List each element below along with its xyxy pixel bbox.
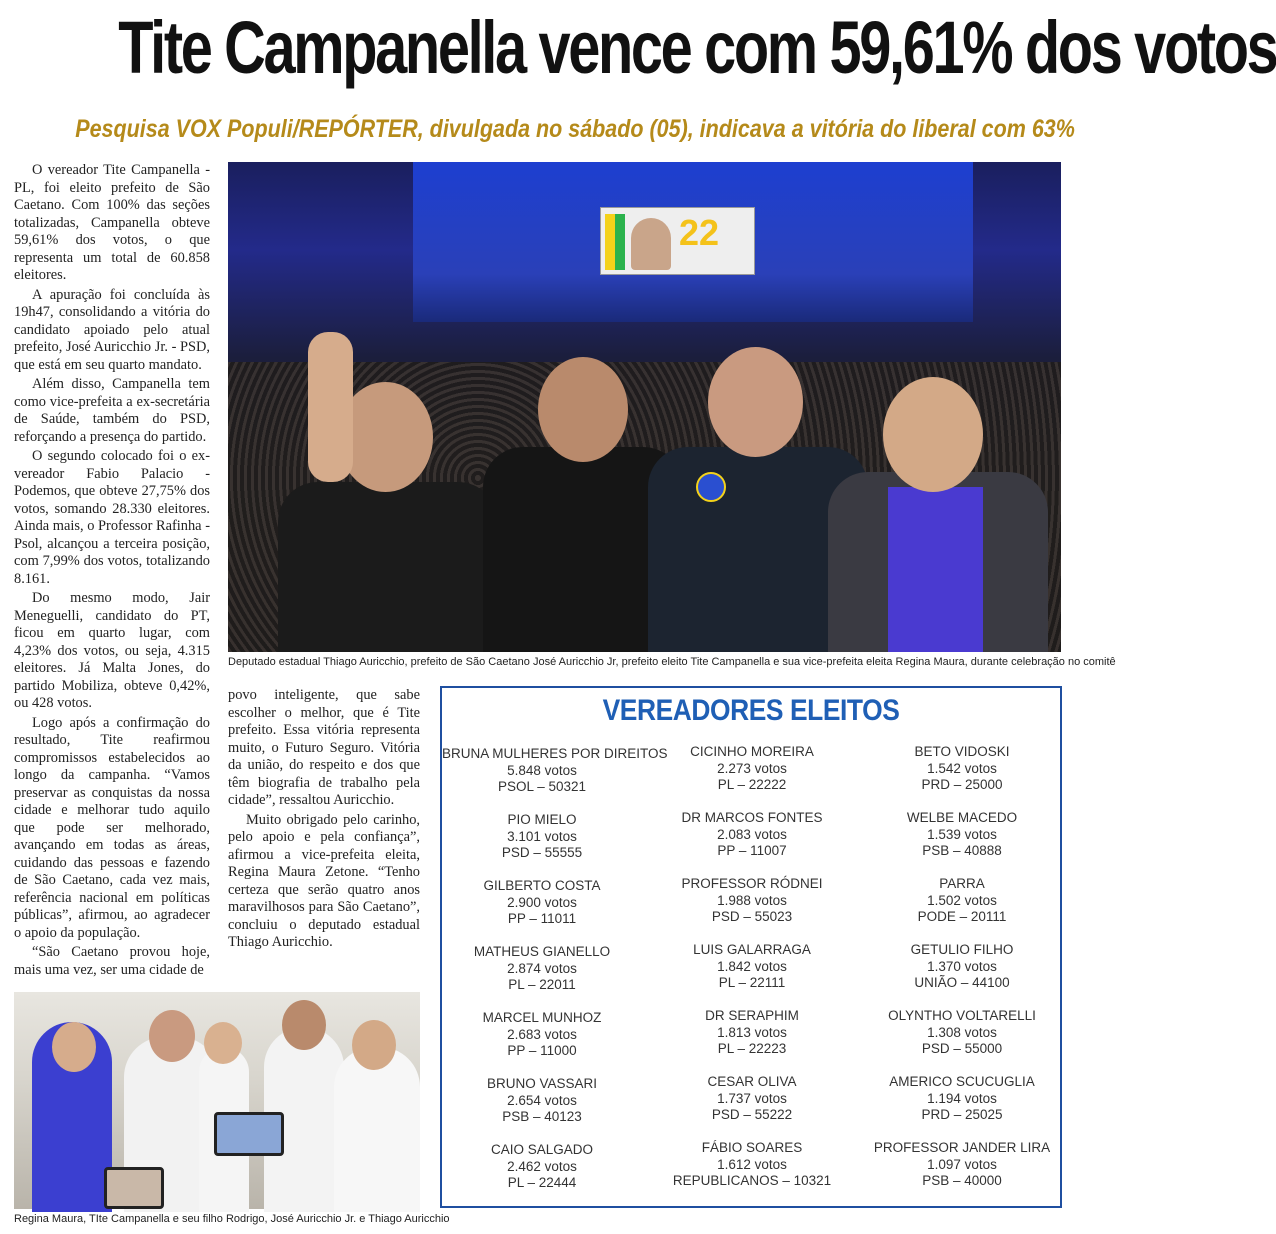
article-paragraph: A apuração foi concluída às 19h47, consolidando a vitória do candidato apoiado pelo atual prefeito, José Auricchio Jr. - PSD, que está em seu quarto mandato.: [14, 286, 210, 373]
council-entry: DR MARCOS FONTES 2.083 votos PP – 11007: [681, 810, 823, 858]
poster-number: 22: [679, 212, 720, 253]
secondary-photo: [14, 992, 420, 1209]
article-column-left: [14, 162, 210, 982]
article-column-middle: [228, 687, 420, 987]
headline: Tite Campanella vence com 59,61% dos votos: [118, 6, 1276, 89]
council-entry: PARRA 1.502 votos PODE – 20111: [917, 876, 1007, 924]
article-paragraph: Do mesmo modo, Jair Meneguelli, candidato do PT, ficou em quarto lugar, com 4,23% dos votos, ou seja, 4.315 eleitores. Já Malta Jones, do partido Mobiliza, obteve 0,42%, ou 428 votos.: [14, 590, 210, 711]
council-entry: CESAR OLIVA 1.737 votos PSD – 55222: [707, 1074, 797, 1122]
council-entry: OLYNTHO VOLTARELLI 1.308 votos PSD – 55000: [888, 1008, 1036, 1056]
main-photo-caption: Deputado estadual Thiago Auricchio, prefeito de São Caetano José Auricchio Jr, prefeito eleito Tite Campanella e sua vice-prefeita eleita Regina Maura, durante celebração no comitê: [228, 656, 1116, 668]
council-entry: FÁBIO SOARES 1.612 votos REPUBLICANOS – 10321: [672, 1140, 832, 1188]
council-entry: BRUNO VASSARI 2.654 votos PSB – 40123: [486, 1076, 598, 1124]
subheadline: Pesquisa VOX Populi/REPÓRTER, divulgada no sábado (05), indicava a vitória do liberal com 63%: [75, 115, 1075, 143]
council-entry: AMERICO SCUCUGLIA 1.194 votos PRD – 25025: [889, 1074, 1035, 1122]
person-thiago: [268, 372, 498, 652]
council-entry: PROFESSOR RÓDNEI 1.988 votos PSD – 55023: [681, 876, 823, 924]
council-entry: PIO MIELO 3.101 votos PSD – 55555: [501, 812, 583, 860]
article-paragraph: O vereador Tite Campanella - PL, foi eleito prefeito de São Caetano. Com 100% das seções totalizadas, Campanella obteve 59,61% dos votos, o que representa um total de 60.858 eleitores.: [14, 162, 210, 283]
poster-green-stripe: [615, 214, 625, 270]
council-entry: BRUNA MULHERES POR DIREITOS 5.848 votos PSOL – 50321: [442, 746, 668, 794]
council-entry: PROFESSOR JANDER LIRA 1.097 votos PSB – 40000: [873, 1140, 1051, 1188]
article-paragraph: O segundo colocado foi o ex-vereador Fabio Palacio - Podemos, que obteve 27,75% dos votos, somando 28.330 eleitores. Ainda mais, o Professor Rafinha - Psol, alcançou a terceira posição, com 7,99% dos votos, totalizando 8.161.: [14, 448, 210, 587]
main-photo: [228, 162, 1061, 652]
council-entry: LUIS GALARRAGA 1.842 votos PL – 22111: [693, 942, 811, 990]
article-paragraph: Logo após a confirmação do resultado, Tite reafirmou compromissos estabelecidos ao longo da campanha. “Vamos preservar as conquistas da nossa cidade e melhorar tudo aquilo que pode ser melhorado, avançando em todas as áreas, cuidando das pessoas e fazendo de São Caetano, cada vez mais, referência nacional em políticas públicas”, afirmou, ao agradecer o apoio da população.: [14, 714, 210, 941]
person-regina: [828, 377, 1048, 652]
council-entry: CICINHO MOREIRA 2.273 votos PL – 22222: [690, 744, 814, 792]
council-entry: BETO VIDOSKI 1.542 votos PRD – 25000: [914, 744, 1010, 792]
council-entry: GETULIO FILHO 1.370 votos UNIÃO – 44100: [910, 942, 1014, 990]
council-results-box: [440, 686, 1062, 1208]
council-entry: CAIO SALGADO 2.462 votos PL – 22444: [490, 1142, 594, 1190]
poster-yellow-stripe: [605, 214, 615, 270]
council-entry: WELBE MACEDO 1.539 votos PSB – 40888: [906, 810, 1018, 858]
article-paragraph: Muito obrigado pelo carinho, pelo apoio e pela confiança”, afirmou a vice-prefeita eleita, Regina Maura Zetone. “Tenho certeza que serão quatro anos maravilhosos para São Caetano”, concluiu o deputado estadual Thiago Auricchio.: [228, 811, 420, 950]
campaign-poster: [600, 207, 755, 275]
council-entry: GILBERTO COSTA 2.900 votos PP – 11011: [483, 878, 601, 926]
council-entry: DR SERAPHIM 1.813 votos PL – 22223: [705, 1008, 799, 1056]
council-entry: MARCEL MUNHOZ 2.683 votos PP – 11000: [482, 1010, 602, 1058]
poster-portrait: [631, 218, 671, 270]
article-paragraph: “São Caetano provou hoje, mais uma vez, ser uma cidade de: [14, 944, 210, 978]
article-paragraph: povo inteligente, que sabe escolher o melhor, que é Tite prefeito. Essa vitória representa muito, o Futuro Seguro. Vitória da união, do respeito e dos que têm biografia de trabalho pela cidade”, ressaltou Auricchio.: [228, 687, 420, 808]
secondary-photo-caption: Regina Maura, TIte Campanella e seu filho Rodrigo, José Auricchio Jr. e Thiago Auricchio: [14, 1213, 450, 1225]
council-title: VEREADORES ELEITOS: [602, 694, 900, 727]
article-paragraph: Além disso, Campanella tem como vice-prefeita a ex-secretária de Saúde, também do PSD, reforçando a presença do partido.: [14, 376, 210, 445]
council-entry: MATHEUS GIANELLO 2.874 votos PL – 22011: [473, 944, 611, 992]
